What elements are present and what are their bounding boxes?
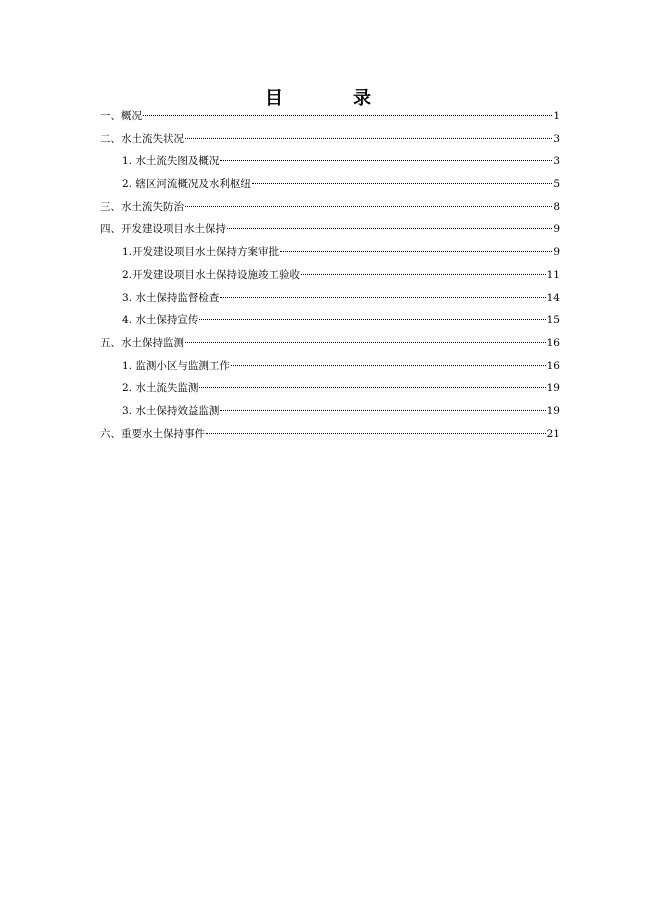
toc-entry-label: 3. 水土保持效益监测	[122, 404, 220, 417]
toc-entry-page: 3	[553, 155, 560, 168]
toc-leader-dots	[206, 433, 546, 434]
toc-entry-page: 9	[553, 246, 560, 259]
toc-entry-label: 4. 水土保持宣传	[122, 314, 199, 327]
toc-entry[interactable]	[100, 377, 560, 400]
toc-entry-page: 16	[546, 336, 560, 349]
toc-entry-label: 五、水土保持监测	[100, 336, 184, 349]
toc-leader-dots	[231, 365, 546, 366]
toc-entry-label: 四、开发建设项目水土保持	[100, 223, 226, 236]
toc-entry[interactable]	[100, 173, 560, 196]
toc-entry-page: 3	[553, 132, 560, 145]
toc-leader-dots	[185, 206, 552, 207]
toc-entry-page: 19	[546, 404, 560, 417]
table-of-contents	[100, 105, 560, 445]
toc-entry-page: 21	[546, 427, 560, 440]
toc-entry-page: 19	[546, 382, 560, 395]
toc-entry-label: 六、重要水土保持事件	[100, 427, 205, 440]
toc-entry-label: 一、概况	[100, 110, 142, 122]
toc-leader-dots	[143, 115, 552, 116]
toc-leader-dots	[185, 138, 552, 139]
toc-entry[interactable]	[100, 150, 560, 173]
toc-entry-page: 15	[546, 314, 560, 327]
toc-entry[interactable]	[100, 423, 560, 446]
toc-entry-label: 3. 水土保持监督检查	[122, 291, 220, 304]
toc-entry[interactable]	[100, 196, 560, 219]
page-title: 目 录	[265, 88, 397, 109]
toc-entry[interactable]	[100, 287, 560, 310]
toc-entry-label: 2. 辖区河流概况及水利枢纽	[122, 178, 251, 191]
toc-entry[interactable]	[100, 400, 560, 423]
toc-entry[interactable]	[100, 355, 560, 378]
toc-entry[interactable]	[100, 264, 560, 287]
toc-leader-dots	[227, 228, 552, 229]
toc-entry-page: 9	[553, 223, 560, 236]
toc-entry-label: 1. 监测小区与监测工作	[122, 359, 230, 372]
toc-leader-dots	[220, 297, 545, 298]
toc-leader-dots	[220, 160, 552, 161]
toc-leader-dots	[280, 251, 552, 252]
toc-entry-label: 三、水土流失防治	[100, 200, 184, 213]
toc-leader-dots	[301, 274, 546, 275]
toc-entry-page: 1	[553, 110, 560, 122]
toc-leader-dots	[220, 410, 545, 411]
toc-entry-label: 二、水土流失状况	[100, 132, 184, 145]
toc-entry-page: 11	[546, 268, 560, 281]
toc-entry-page: 5	[553, 178, 560, 191]
toc-entry[interactable]	[100, 218, 560, 241]
toc-entry[interactable]	[100, 332, 560, 355]
toc-entry-label: 1. 水土流失图及概况	[122, 155, 220, 168]
toc-leader-dots	[199, 319, 545, 320]
toc-entry-page: 14	[546, 291, 560, 304]
toc-entry-label: 1.开发建设项目水土保持方案审批	[122, 246, 280, 259]
toc-entry-label: 2.开发建设项目水土保持设施竣工验收	[122, 268, 301, 281]
toc-leader-dots	[252, 183, 552, 184]
toc-entry[interactable]	[100, 128, 560, 151]
toc-entry[interactable]	[100, 105, 560, 128]
toc-entry-label: 2. 水土流失监测	[122, 382, 199, 395]
toc-entry-page: 16	[546, 359, 560, 372]
toc-entry[interactable]	[100, 309, 560, 332]
toc-leader-dots	[199, 387, 545, 388]
toc-leader-dots	[185, 342, 546, 343]
toc-entry-page: 8	[553, 200, 560, 213]
toc-entry[interactable]	[100, 241, 560, 264]
